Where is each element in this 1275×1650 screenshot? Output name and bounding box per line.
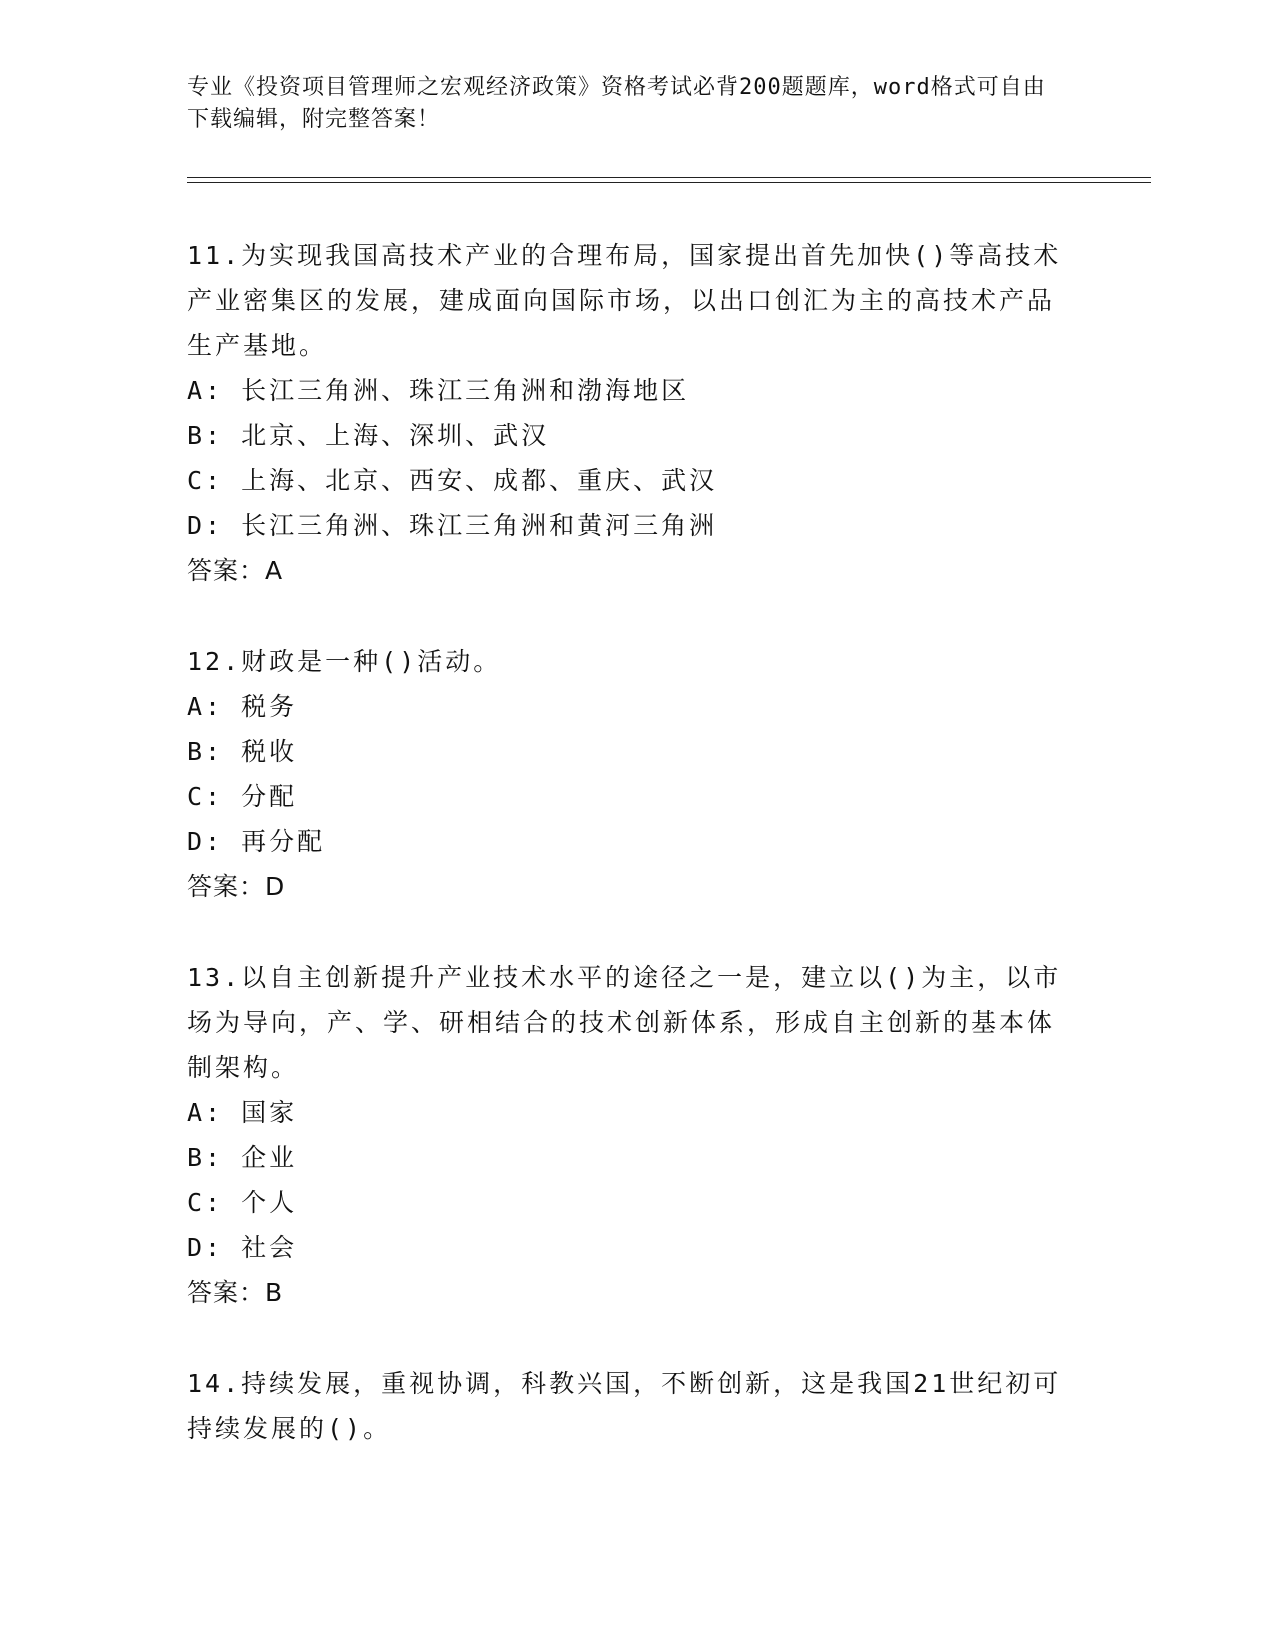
option-text: 个人 — [241, 1188, 298, 1217]
question-list — [187, 233, 1077, 1497]
question-13 — [187, 955, 1077, 1315]
option-b — [187, 413, 1077, 458]
question-stem: 12.财政是一种()活动。 — [187, 647, 502, 676]
option-letter: A: — [187, 376, 224, 405]
option-letter: C: — [187, 466, 224, 495]
document-header: 专业《投资项目管理师之宏观经济政策》资格考试必背200题题库，word格式可自由下载编辑，附完整答案！ — [187, 75, 1046, 132]
option-text: 分配 — [241, 782, 298, 811]
option-text: 长江三角洲、珠江三角洲和黄河三角洲 — [241, 511, 718, 540]
header-rule-bottom — [187, 182, 1151, 183]
option-letter: A: — [187, 1098, 224, 1127]
question-14 — [187, 1361, 1077, 1451]
option-letter: D: — [187, 827, 224, 856]
option-letter: B: — [187, 421, 224, 450]
option-text: 再分配 — [241, 827, 326, 856]
option-letter: C: — [187, 1188, 224, 1217]
option-letter: D: — [187, 511, 224, 540]
answer-line: 答案：B — [187, 1278, 284, 1307]
option-c — [187, 458, 1077, 503]
header-rule-top — [187, 177, 1151, 178]
option-text: 长江三角洲、珠江三角洲和渤海地区 — [241, 376, 690, 405]
option-text: 社会 — [241, 1233, 298, 1262]
question-stem: 11.为实现我国高技术产业的合理布局，国家提出首先加快()等高技术产业密集区的发展，建成面向国际市场，以出口创汇为主的高技术产品生产基地。 — [187, 241, 1062, 360]
option-b — [187, 1135, 1077, 1180]
option-letter: B: — [187, 737, 224, 766]
option-a — [187, 368, 1077, 413]
option-d — [187, 1225, 1077, 1270]
option-a — [187, 684, 1077, 729]
answer-line: 答案：D — [187, 872, 286, 901]
option-letter: D: — [187, 1233, 224, 1262]
option-text: 上海、北京、西安、成都、重庆、武汉 — [241, 466, 718, 495]
question-stem: 14.持续发展，重视协调，科教兴国，不断创新，这是我国21世纪初可持续发展的()。 — [187, 1369, 1062, 1443]
option-c — [187, 1180, 1077, 1225]
option-b — [187, 729, 1077, 774]
question-12 — [187, 639, 1077, 909]
option-text: 国家 — [241, 1098, 298, 1127]
option-text: 企业 — [241, 1143, 298, 1172]
question-11 — [187, 233, 1077, 593]
answer-line: 答案：A — [187, 556, 284, 585]
option-letter: B: — [187, 1143, 224, 1172]
option-d — [187, 503, 1077, 548]
option-a — [187, 1090, 1077, 1135]
option-text: 税务 — [241, 692, 298, 721]
option-text: 北京、上海、深圳、武汉 — [241, 421, 550, 450]
option-c — [187, 774, 1077, 819]
option-d — [187, 819, 1077, 864]
option-letter: C: — [187, 782, 224, 811]
option-letter: A: — [187, 692, 224, 721]
question-stem: 13.以自主创新提升产业技术水平的途径之一是，建立以()为主，以市场为导向，产、学、研相结合的技术创新体系，形成自主创新的基本体制架构。 — [187, 963, 1062, 1082]
option-text: 税收 — [241, 737, 298, 766]
